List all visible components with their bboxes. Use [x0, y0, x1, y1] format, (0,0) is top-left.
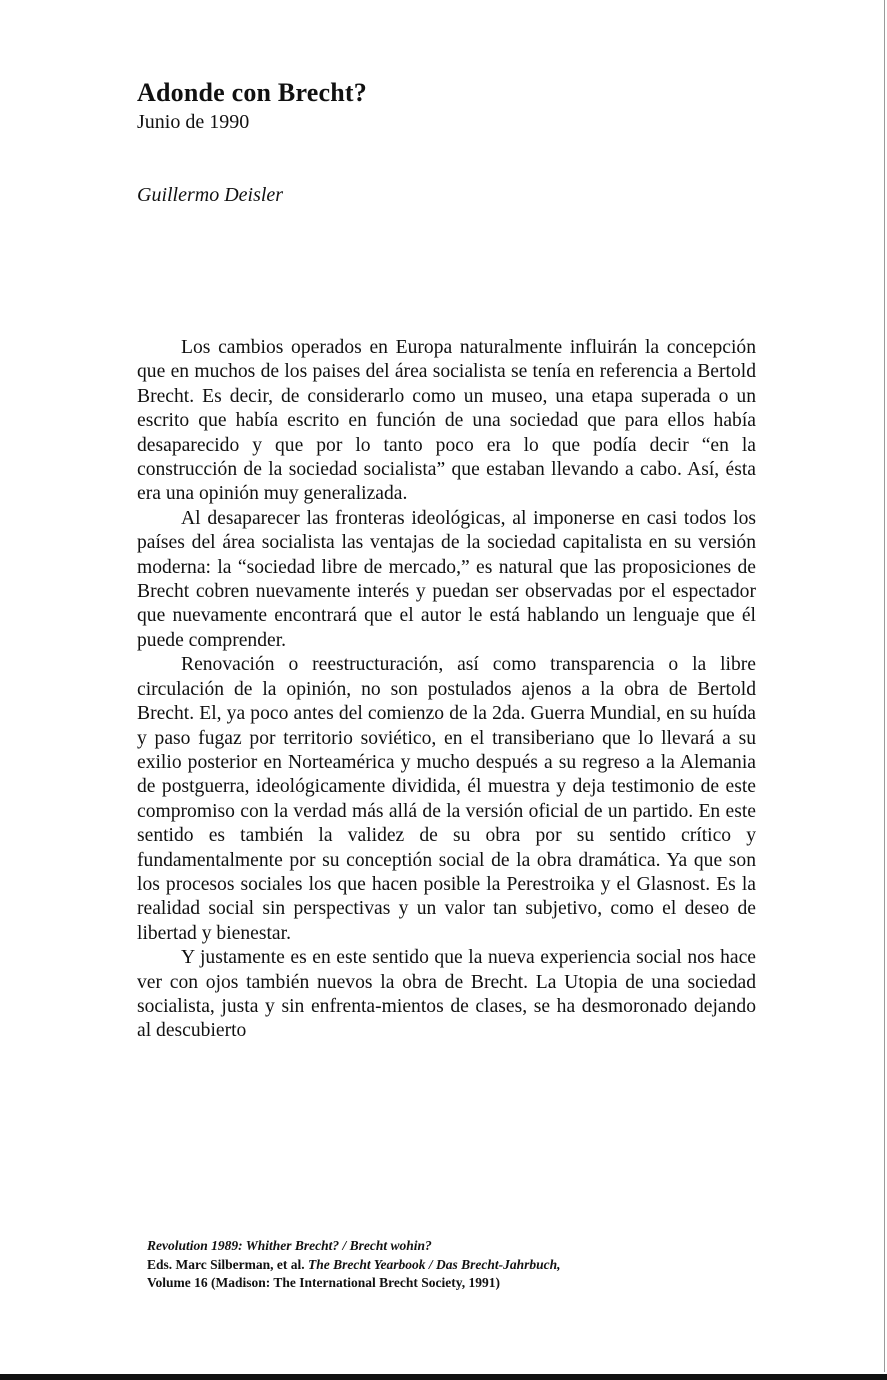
citation-line-2: [147, 1256, 707, 1275]
article-date: Junio de 1990: [137, 111, 250, 133]
page-edge-bottom: [0, 1374, 887, 1380]
author-name: Guillermo Deisler: [137, 184, 284, 206]
article-body: [137, 336, 756, 1044]
paragraph-1: Los cambios operados en Europa naturalmente influirán la concepción que en muchos de los paises del área socialista se tenía en referencia a Bertold Brecht. Es decir, de considerarlo como un museo, una etapa superada o un escrito que había escrito en función de una sociedad que para ellos había desaparecido y que por lo tanto poco era lo que podía decir “en la construcción de la sociedad socialista” que estaban llevando a cabo. Así, ésta era una opinión muy generalizada.: [137, 337, 756, 505]
article-title: Adonde con Brecht?: [137, 78, 367, 107]
citation-footer: [147, 1237, 707, 1293]
paragraph-4: Y justamente es en este sentido que la nueva experiencia social nos hace ver con ojos también nuevos la obra de Brecht. La Utopia de una sociedad socialista, justa y sin enfrenta-mientos de clases, se ha desmoronado dejando al descubierto: [137, 947, 756, 1042]
article-header: [137, 78, 367, 134]
page-edge-right: [884, 0, 885, 1372]
citation-editors: Eds. Marc Silberman, et al.: [147, 1256, 308, 1272]
paragraph-3: Renovación o reestructuración, así como transparencia o la libre circulación de la opinión, no son postulados ajenos a la obra de Bertold Brecht. El, ya poco antes del comienzo de la 2da. Guerra Mundial, en su huída y paso fugaz por territorio soviético, en el transiberiano que lo llevará a su exilio posterior en Norteamérica y mucho después a su regreso a la Alemania de postguerra, ideológicamente dividida, él muestra y deja testimonio de este compromiso con la verdad más allá de la versión oficial de un partido. En este sentido es también la validez de su obra por su sentido crítico y fundamentalmente por su conceptión social de la obra dramática. Ya que son los procesos sociales los que hacen posible la Perestroika y el Glasnost. Es la realidad social sin perspectivas y un valor tan subjetivo, como el deseo de libertad y bienestar.: [137, 654, 756, 944]
paragraph-2: Al desaparecer las fronteras ideológicas, al imponerse en casi todos los países del área socialista las ventajas de la sociedad capitalista en su versión moderna: la “sociedad libre de mercado,” es natural que las proposiciones de Brecht cobren nuevamente interés y puedan ser observadas por el espectador que nuevamente encontrará que el autor le está hablando un lenguaje que él puede comprender.: [137, 507, 756, 651]
citation-yearbook: The Brecht Yearbook / Das Brecht-Jahrbuch,: [308, 1256, 561, 1272]
citation-line-3: Volume 16 (Madison: The International Brecht Society, 1991): [147, 1275, 501, 1290]
citation-line-1: Revolution 1989: Whither Brecht? / Brecht wohin?: [147, 1238, 432, 1253]
